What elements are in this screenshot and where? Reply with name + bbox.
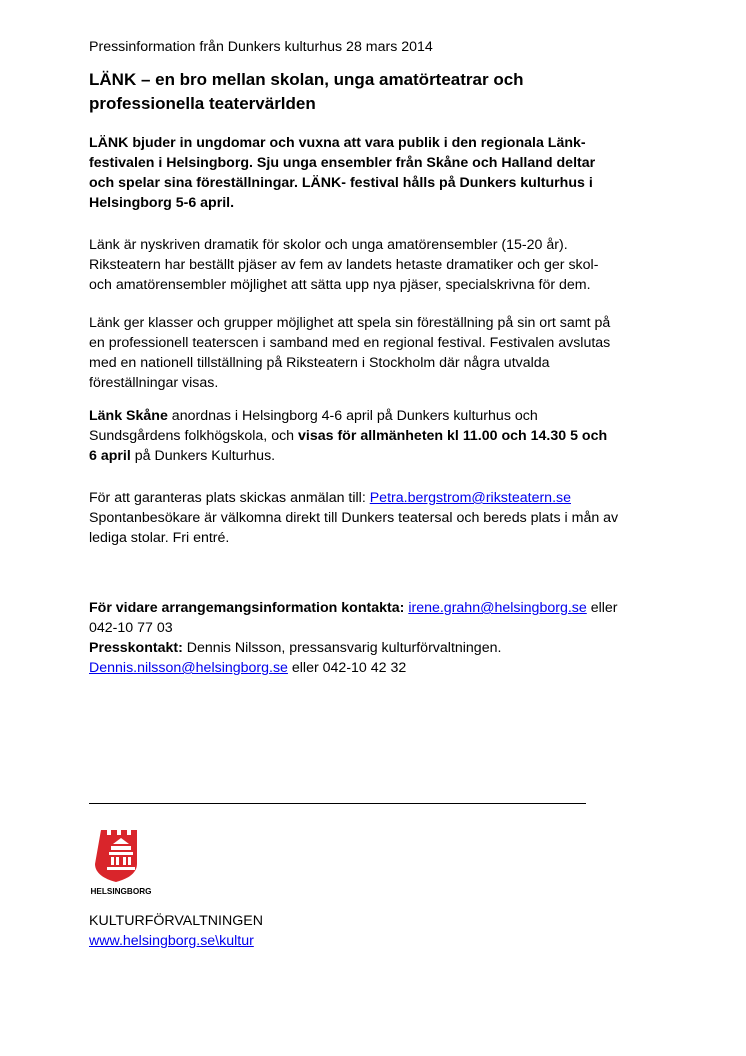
press-contact-label: Presskontakt: <box>89 640 183 656</box>
lead-line: festivalen i Helsingborg. Sju unga ensembler från Skåne och Halland deltar <box>89 155 596 171</box>
body-line <box>89 488 571 508</box>
press-contact-name: Dennis Nilsson, pressansvarig kulturförvaltningen. <box>182 640 502 656</box>
title-line-2: professionella teatervärlden <box>89 94 316 113</box>
logo-text: HELSINGBORG <box>90 887 152 896</box>
helsingborg-crest-icon <box>89 826 153 898</box>
registration-email-link[interactable]: Petra.bergstrom@riksteatern.se <box>369 490 571 506</box>
footer-divider <box>89 803 586 804</box>
contact-line <box>89 658 406 678</box>
title-line-1: LÄNK – en bro mellan skolan, unga amatörteatrar och <box>89 70 524 89</box>
body-text: Sundsgårdens folkhögskola, och <box>89 428 299 444</box>
body-line <box>89 446 275 466</box>
lead-line: Helsingborg 5-6 april. <box>89 195 235 211</box>
organizer-email-link[interactable]: irene.grahn@helsingborg.se <box>408 600 587 616</box>
footer-line <box>89 931 254 951</box>
body-line: och amatörensembler möjlighet att sätta upp nya pjäser, specialskrivna för dem. <box>89 277 591 293</box>
showtimes: visas för allmänheten kl 11.00 och 14.30 5 och <box>298 428 608 444</box>
body-text: eller <box>586 600 618 616</box>
show-date: 6 april <box>89 448 131 464</box>
press-header: Pressinformation från Dunkers kulturhus 28 mars 2014 <box>89 39 433 55</box>
body-line: en professionell teaterscen i samband med en regional festival. Festivalen avslutas <box>89 335 611 351</box>
body-line: Länk är nyskriven dramatik för skolor och unga amatörensembler (15-20 år). <box>89 237 568 253</box>
website-link[interactable]: www.helsingborg.se\kultur <box>89 933 254 949</box>
body-text: För att garanteras plats skickas anmälan till: <box>89 490 370 506</box>
body-line <box>89 406 538 426</box>
body-line: föreställningar visas. <box>89 375 219 391</box>
contact-line <box>89 598 618 618</box>
body-text: på Dunkers Kulturhus. <box>130 448 276 464</box>
body-line: Riksteatern har beställt pjäser av fem av landets hetaste dramatiker och ger skol- <box>89 257 599 273</box>
footer-org: KULTURFÖRVALTNINGEN <box>89 913 263 929</box>
contact-line <box>89 638 501 658</box>
body-line: lediga stolar. Fri entré. <box>89 530 230 546</box>
body-line: Spontanbesökare är välkomna direkt till Dunkers teatersal och bereds plats i mån av <box>89 510 619 526</box>
body-line: med en nationell tillställning på Riksteatern i Stockholm där några utvalda <box>89 355 550 371</box>
event-name: Länk Skåne <box>89 408 168 424</box>
press-email-link[interactable]: Dennis.nilsson@helsingborg.se <box>89 660 288 676</box>
contact-phone: 042-10 77 03 <box>89 620 173 636</box>
body-line <box>89 426 607 446</box>
body-text: anordnas i Helsingborg 4-6 april på Dunkers kulturhus och <box>167 408 538 424</box>
lead-line: och spelar sina föreställningar. LÄNK- festival hålls på Dunkers kulturhus i <box>89 175 593 191</box>
lead-line: LÄNK bjuder in ungdomar och vuxna att vara publik i den regionala Länk- <box>89 135 586 151</box>
contact-label: För vidare arrangemangsinformation kontakta: <box>89 600 405 616</box>
press-phone: eller 042-10 42 32 <box>287 660 407 676</box>
body-line: Länk ger klasser och grupper möjlighet att spela sin föreställning på sin ort samt på <box>89 315 611 331</box>
